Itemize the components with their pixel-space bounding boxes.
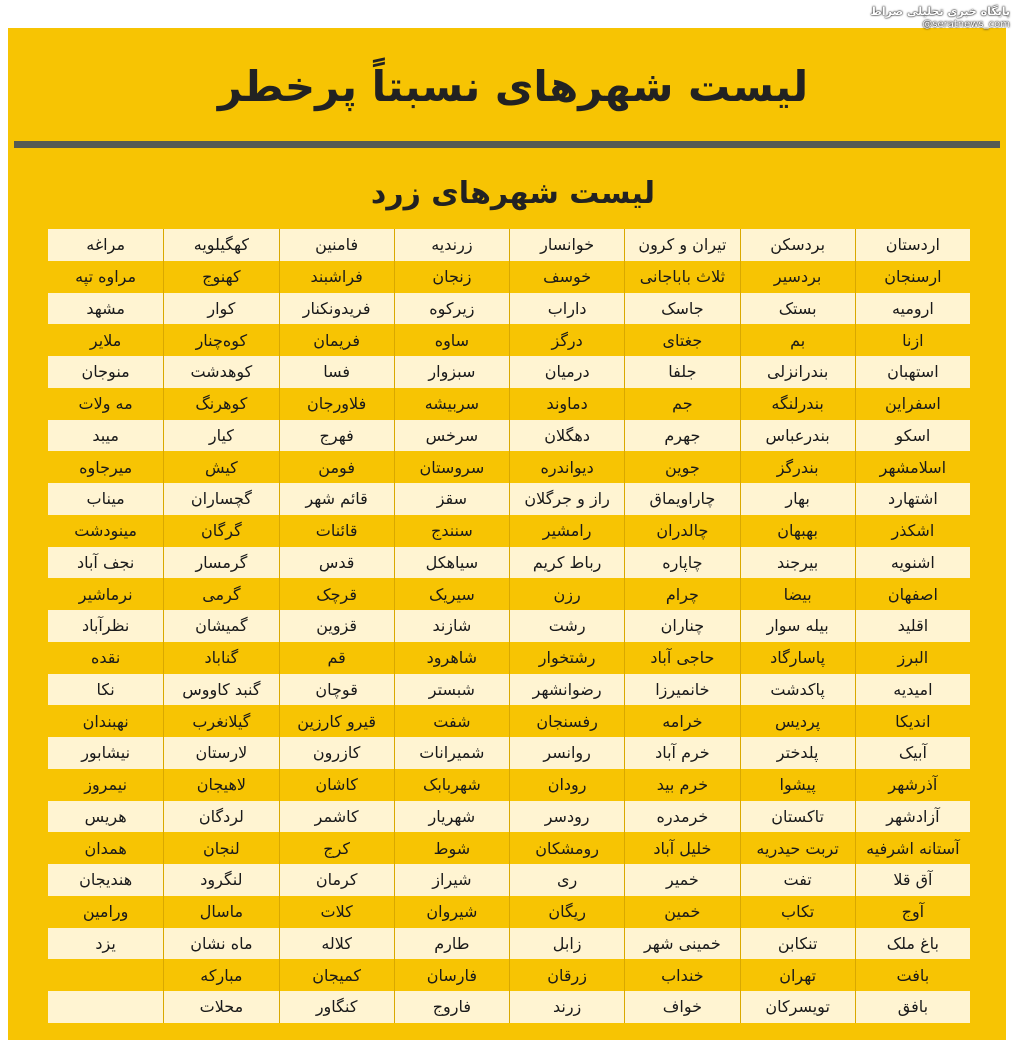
table-cell: کلاله	[279, 928, 394, 960]
table-cell: تهران	[740, 959, 855, 991]
table-cell: فارسان	[394, 959, 509, 991]
watermark-name: پایگاه خبری تحلیلی صراط	[870, 5, 1010, 18]
table-cell: آبیک	[855, 737, 970, 769]
table-row	[48, 547, 970, 579]
table-row	[48, 483, 970, 515]
table-cell: نکا	[96, 679, 115, 699]
table-cell: خمینی شهر	[624, 928, 739, 960]
table-cell: شمیرانات	[394, 737, 509, 769]
table-cell: سبزوار	[394, 356, 509, 388]
table-cell: خرمدره	[624, 801, 739, 833]
table-cell	[48, 991, 163, 1023]
table-cell: میناب	[86, 489, 125, 509]
table-cell: کنگاور	[279, 991, 394, 1023]
table-cell: رفسنجان	[509, 705, 624, 737]
table-cell: کاشمر	[279, 801, 394, 833]
table-cell: گچساران	[163, 483, 278, 515]
table-cell: تیران و کرون	[624, 229, 739, 261]
table-cell: امیدیه	[855, 674, 970, 706]
table-cell: رشت	[509, 610, 624, 642]
table-cell: آزادشهر	[855, 801, 970, 833]
table-cell: پیشوا	[740, 769, 855, 801]
city-table	[48, 229, 970, 1023]
table-cell: گرمی	[163, 578, 278, 610]
table-cell: بستک	[740, 293, 855, 325]
table-cell: ماه نشان	[163, 928, 278, 960]
table-cell: فهرج	[279, 420, 394, 452]
table-cell: منوجان	[81, 362, 130, 382]
table-cell: لردگان	[163, 801, 278, 833]
table-cell: ازنا	[855, 324, 970, 356]
table-cell: نیمروز	[84, 775, 128, 795]
table-cell: رودان	[509, 769, 624, 801]
table-cell: دیواندره	[509, 451, 624, 483]
table-row	[48, 674, 970, 706]
table-cell: میبد	[92, 425, 119, 445]
table-cell: گناباد	[163, 642, 278, 674]
table-cell: هندیجان	[79, 870, 133, 890]
table-cell: اندیکا	[855, 705, 970, 737]
table-cell: ارومیه	[855, 293, 970, 325]
table-row	[48, 293, 970, 325]
table-cell: کلات	[279, 896, 394, 928]
table-cell: نظرآباد	[81, 616, 130, 636]
watermark-handle: @seratnews_com	[922, 18, 1010, 30]
table-cell: اسلامشهر	[855, 451, 970, 483]
table-cell: اصفهان	[855, 578, 970, 610]
table-cell: درمیان	[509, 356, 624, 388]
table-cell: زرندیه	[394, 229, 509, 261]
table-cell: سرخس	[394, 420, 509, 452]
table-row	[48, 420, 970, 452]
table-cell: خنداب	[624, 959, 739, 991]
table-row	[48, 705, 970, 737]
table-cell: رباط کریم	[509, 547, 624, 579]
table-cell: قائم شهر	[279, 483, 394, 515]
table-cell: کهنوج	[163, 261, 278, 293]
table-cell: قم	[279, 642, 394, 674]
table-cell: ورامین	[82, 902, 129, 922]
table-cell: بندرانزلی	[740, 356, 855, 388]
table-row	[48, 991, 970, 1023]
table-cell: البرز	[855, 642, 970, 674]
table-cell: ملایر	[89, 330, 122, 350]
table-cell: بیضا	[740, 578, 855, 610]
table-cell: رشتخوار	[509, 642, 624, 674]
table-cell: فومن	[279, 451, 394, 483]
table-cell: نرماشیر	[78, 584, 133, 604]
table-row	[48, 515, 970, 547]
table-cell: شیروان	[394, 896, 509, 928]
table-cell: کیش	[163, 451, 278, 483]
table-cell: کوه‌چنار	[163, 324, 278, 356]
table-cell: چرام	[624, 578, 739, 610]
table-row	[48, 737, 970, 769]
table-cell: مراغه	[86, 235, 126, 255]
table-cell: چالدران	[624, 515, 739, 547]
table-cell: بم	[740, 324, 855, 356]
table-cell: جاسک	[624, 293, 739, 325]
table-cell: خلیل آباد	[624, 832, 739, 864]
table-cell: کوار	[163, 293, 278, 325]
section-title: لیست شهرهای زرد	[370, 176, 656, 211]
table-cell: تربت حیدریه	[740, 832, 855, 864]
table-cell: لارستان	[163, 737, 278, 769]
table-cell: جوین	[624, 451, 739, 483]
table-cell: تویسرکان	[740, 991, 855, 1023]
table-cell: مشهد	[86, 298, 125, 318]
table-cell: تاکستان	[740, 801, 855, 833]
table-cell: اقلید	[855, 610, 970, 642]
table-cell: فامنین	[279, 229, 394, 261]
table-cell: بندرلنگه	[740, 388, 855, 420]
table-row	[48, 801, 970, 833]
table-cell: بردسیر	[740, 261, 855, 293]
table-cell: اسکو	[855, 420, 970, 452]
table-cell: زرند	[509, 991, 624, 1023]
table-cell: اسفراین	[855, 388, 970, 420]
table-cell: بافت	[855, 959, 970, 991]
title-divider	[14, 141, 1000, 148]
table-cell: خرم بید	[624, 769, 739, 801]
table-cell: زیرکوه	[394, 293, 509, 325]
table-cell: آق قلا	[855, 864, 970, 896]
table-cell: مه ولات	[78, 394, 133, 414]
table-cell: کاشان	[279, 769, 394, 801]
table-cell: آوج	[855, 896, 970, 928]
table-cell: سیریک	[394, 578, 509, 610]
table-cell: حاجی آباد	[624, 642, 739, 674]
table-cell: قیرو کارزین	[279, 705, 394, 737]
table-cell: اشنویه	[855, 547, 970, 579]
table-cell: جم	[624, 388, 739, 420]
table-cell: سنندج	[394, 515, 509, 547]
table-cell: اشکذر	[855, 515, 970, 547]
table-cell: لاهیجان	[163, 769, 278, 801]
table-cell: شهریار	[394, 801, 509, 833]
table-cell: فلاورجان	[279, 388, 394, 420]
table-cell: تفت	[740, 864, 855, 896]
table-cell: داراب	[509, 293, 624, 325]
table-cell: زابل	[509, 928, 624, 960]
table-cell: شاهرود	[394, 642, 509, 674]
table-cell: اردستان	[855, 229, 970, 261]
table-row	[48, 324, 970, 356]
table-cell: دماوند	[509, 388, 624, 420]
table-cell: مراوه تپه	[75, 267, 137, 287]
table-cell: شفت	[394, 705, 509, 737]
table-cell: بیرجند	[740, 547, 855, 579]
table-cell: رومشکان	[509, 832, 624, 864]
table-cell: خمین	[624, 896, 739, 928]
table-row	[48, 642, 970, 674]
table-cell: لنجان	[163, 832, 278, 864]
table-cell: راز و جرگلان	[509, 483, 624, 515]
table-cell: فریمان	[279, 324, 394, 356]
table-cell: بهبهان	[740, 515, 855, 547]
table-cell: جغتای	[624, 324, 739, 356]
table-row	[48, 864, 970, 896]
table-cell: اشتهارد	[855, 483, 970, 515]
table-cell: ریگان	[509, 896, 624, 928]
table-cell: خوانسار	[509, 229, 624, 261]
table-cell: قزوین	[279, 610, 394, 642]
table-cell: نجف آباد	[76, 552, 135, 572]
table-row	[48, 578, 970, 610]
table-cell: جلفا	[624, 356, 739, 388]
table-cell: قرچک	[279, 578, 394, 610]
table-cell: روانسر	[509, 737, 624, 769]
table-cell: بیله سوار	[740, 610, 855, 642]
table-cell: جهرم	[624, 420, 739, 452]
table-cell: شیراز	[394, 864, 509, 896]
table-cell: سربیشه	[394, 388, 509, 420]
table-cell: فسا	[279, 356, 394, 388]
table-cell: گرمسار	[163, 547, 278, 579]
table-cell: گیلانغرب	[163, 705, 278, 737]
table-cell: تکاب	[740, 896, 855, 928]
table-cell: رامشیر	[509, 515, 624, 547]
table-cell: شهربابک	[394, 769, 509, 801]
table-cell: گنبد کاووس	[163, 674, 278, 706]
table-cell: بهار	[740, 483, 855, 515]
table-cell: آستانه اشرفیه	[855, 832, 970, 864]
table-cell: یزد	[95, 933, 116, 953]
table-cell: قدس	[279, 547, 394, 579]
table-cell: پاکدشت	[740, 674, 855, 706]
table-row	[48, 451, 970, 483]
table-cell: ساوه	[394, 324, 509, 356]
table-cell: رودسر	[509, 801, 624, 833]
table-cell: ثلاث باباجانی	[624, 261, 739, 293]
table-row	[48, 261, 970, 293]
table-row	[48, 229, 970, 261]
table-cell: کیار	[163, 420, 278, 452]
table-cell: زنجان	[394, 261, 509, 293]
table-cell: فراشبند	[279, 261, 394, 293]
table-cell: پلدختر	[740, 737, 855, 769]
table-cell: خوسف	[509, 261, 624, 293]
table-cell: چناران	[624, 610, 739, 642]
table-cell: گمیشان	[163, 610, 278, 642]
table-cell: بندرعباس	[740, 420, 855, 452]
table-cell: چاپاره	[624, 547, 739, 579]
table-row	[48, 896, 970, 928]
table-cell: فریدونکنار	[279, 293, 394, 325]
table-cell: کرمان	[279, 864, 394, 896]
table-cell: رزن	[509, 578, 624, 610]
table-cell: خرامه	[624, 705, 739, 737]
table-cell: قوچان	[279, 674, 394, 706]
table-row	[48, 388, 970, 420]
table-cell: بردسکن	[740, 229, 855, 261]
table-row	[48, 928, 970, 960]
table-cell: کازرون	[279, 737, 394, 769]
table-cell: فاروج	[394, 991, 509, 1023]
table-cell: کرج	[279, 832, 394, 864]
table-cell: پردیس	[740, 705, 855, 737]
watermark	[870, 6, 1010, 30]
table-cell: خمیر	[624, 864, 739, 896]
table-cell: نهبندان	[82, 711, 129, 731]
table-cell: زرقان	[509, 959, 624, 991]
table-cell: گرگان	[163, 515, 278, 547]
table-row	[48, 610, 970, 642]
table-cell: کوهدشت	[163, 356, 278, 388]
table-cell: خواف	[624, 991, 739, 1023]
table-cell: همدان	[84, 838, 127, 858]
table-cell: سقز	[394, 483, 509, 515]
table-cell: ماسال	[163, 896, 278, 928]
table-cell: محلات	[163, 991, 278, 1023]
table-cell: شازند	[394, 610, 509, 642]
table-cell: آذرشهر	[855, 769, 970, 801]
table-row	[48, 832, 970, 864]
page-title: لیست شهرهای نسبتاً پرخطر	[217, 62, 809, 111]
table-cell: درگز	[509, 324, 624, 356]
table-row	[48, 356, 970, 388]
table-cell: مبارکه	[163, 959, 278, 991]
table-cell: نقده	[90, 648, 121, 668]
table-cell: قائنات	[279, 515, 394, 547]
table-cell: کوهرنگ	[163, 388, 278, 420]
table-cell: سیاهکل	[394, 547, 509, 579]
table-cell: شوط	[394, 832, 509, 864]
table-cell: کمیجان	[279, 959, 394, 991]
table-cell: چاراویماق	[624, 483, 739, 515]
table-cell: سروستان	[394, 451, 509, 483]
table-cell: استهبان	[855, 356, 970, 388]
table-cell: مینودشت	[74, 521, 137, 541]
table-cell: میرجاوه	[79, 457, 133, 477]
table-cell: لنگرود	[163, 864, 278, 896]
table-cell: دهگلان	[509, 420, 624, 452]
table-row	[48, 769, 970, 801]
table-cell: بافق	[855, 991, 970, 1023]
table-cell: پاسارگاد	[740, 642, 855, 674]
table-row	[48, 959, 970, 991]
table-cell: بندرگز	[740, 451, 855, 483]
table-cell: خرم آباد	[624, 737, 739, 769]
table-cell: شبستر	[394, 674, 509, 706]
table-cell: نیشابور	[81, 743, 131, 763]
table-cell: هریس	[84, 806, 127, 826]
table-cell: ارسنجان	[855, 261, 970, 293]
table-cell: رضوانشهر	[509, 674, 624, 706]
table-cell	[48, 959, 163, 991]
table-cell: خانمیرزا	[624, 674, 739, 706]
table-cell: کهگیلویه	[163, 229, 278, 261]
table-cell: ری	[509, 864, 624, 896]
table-cell: طارم	[394, 928, 509, 960]
table-cell: باغ ملک	[855, 928, 970, 960]
table-cell: تنکابن	[740, 928, 855, 960]
